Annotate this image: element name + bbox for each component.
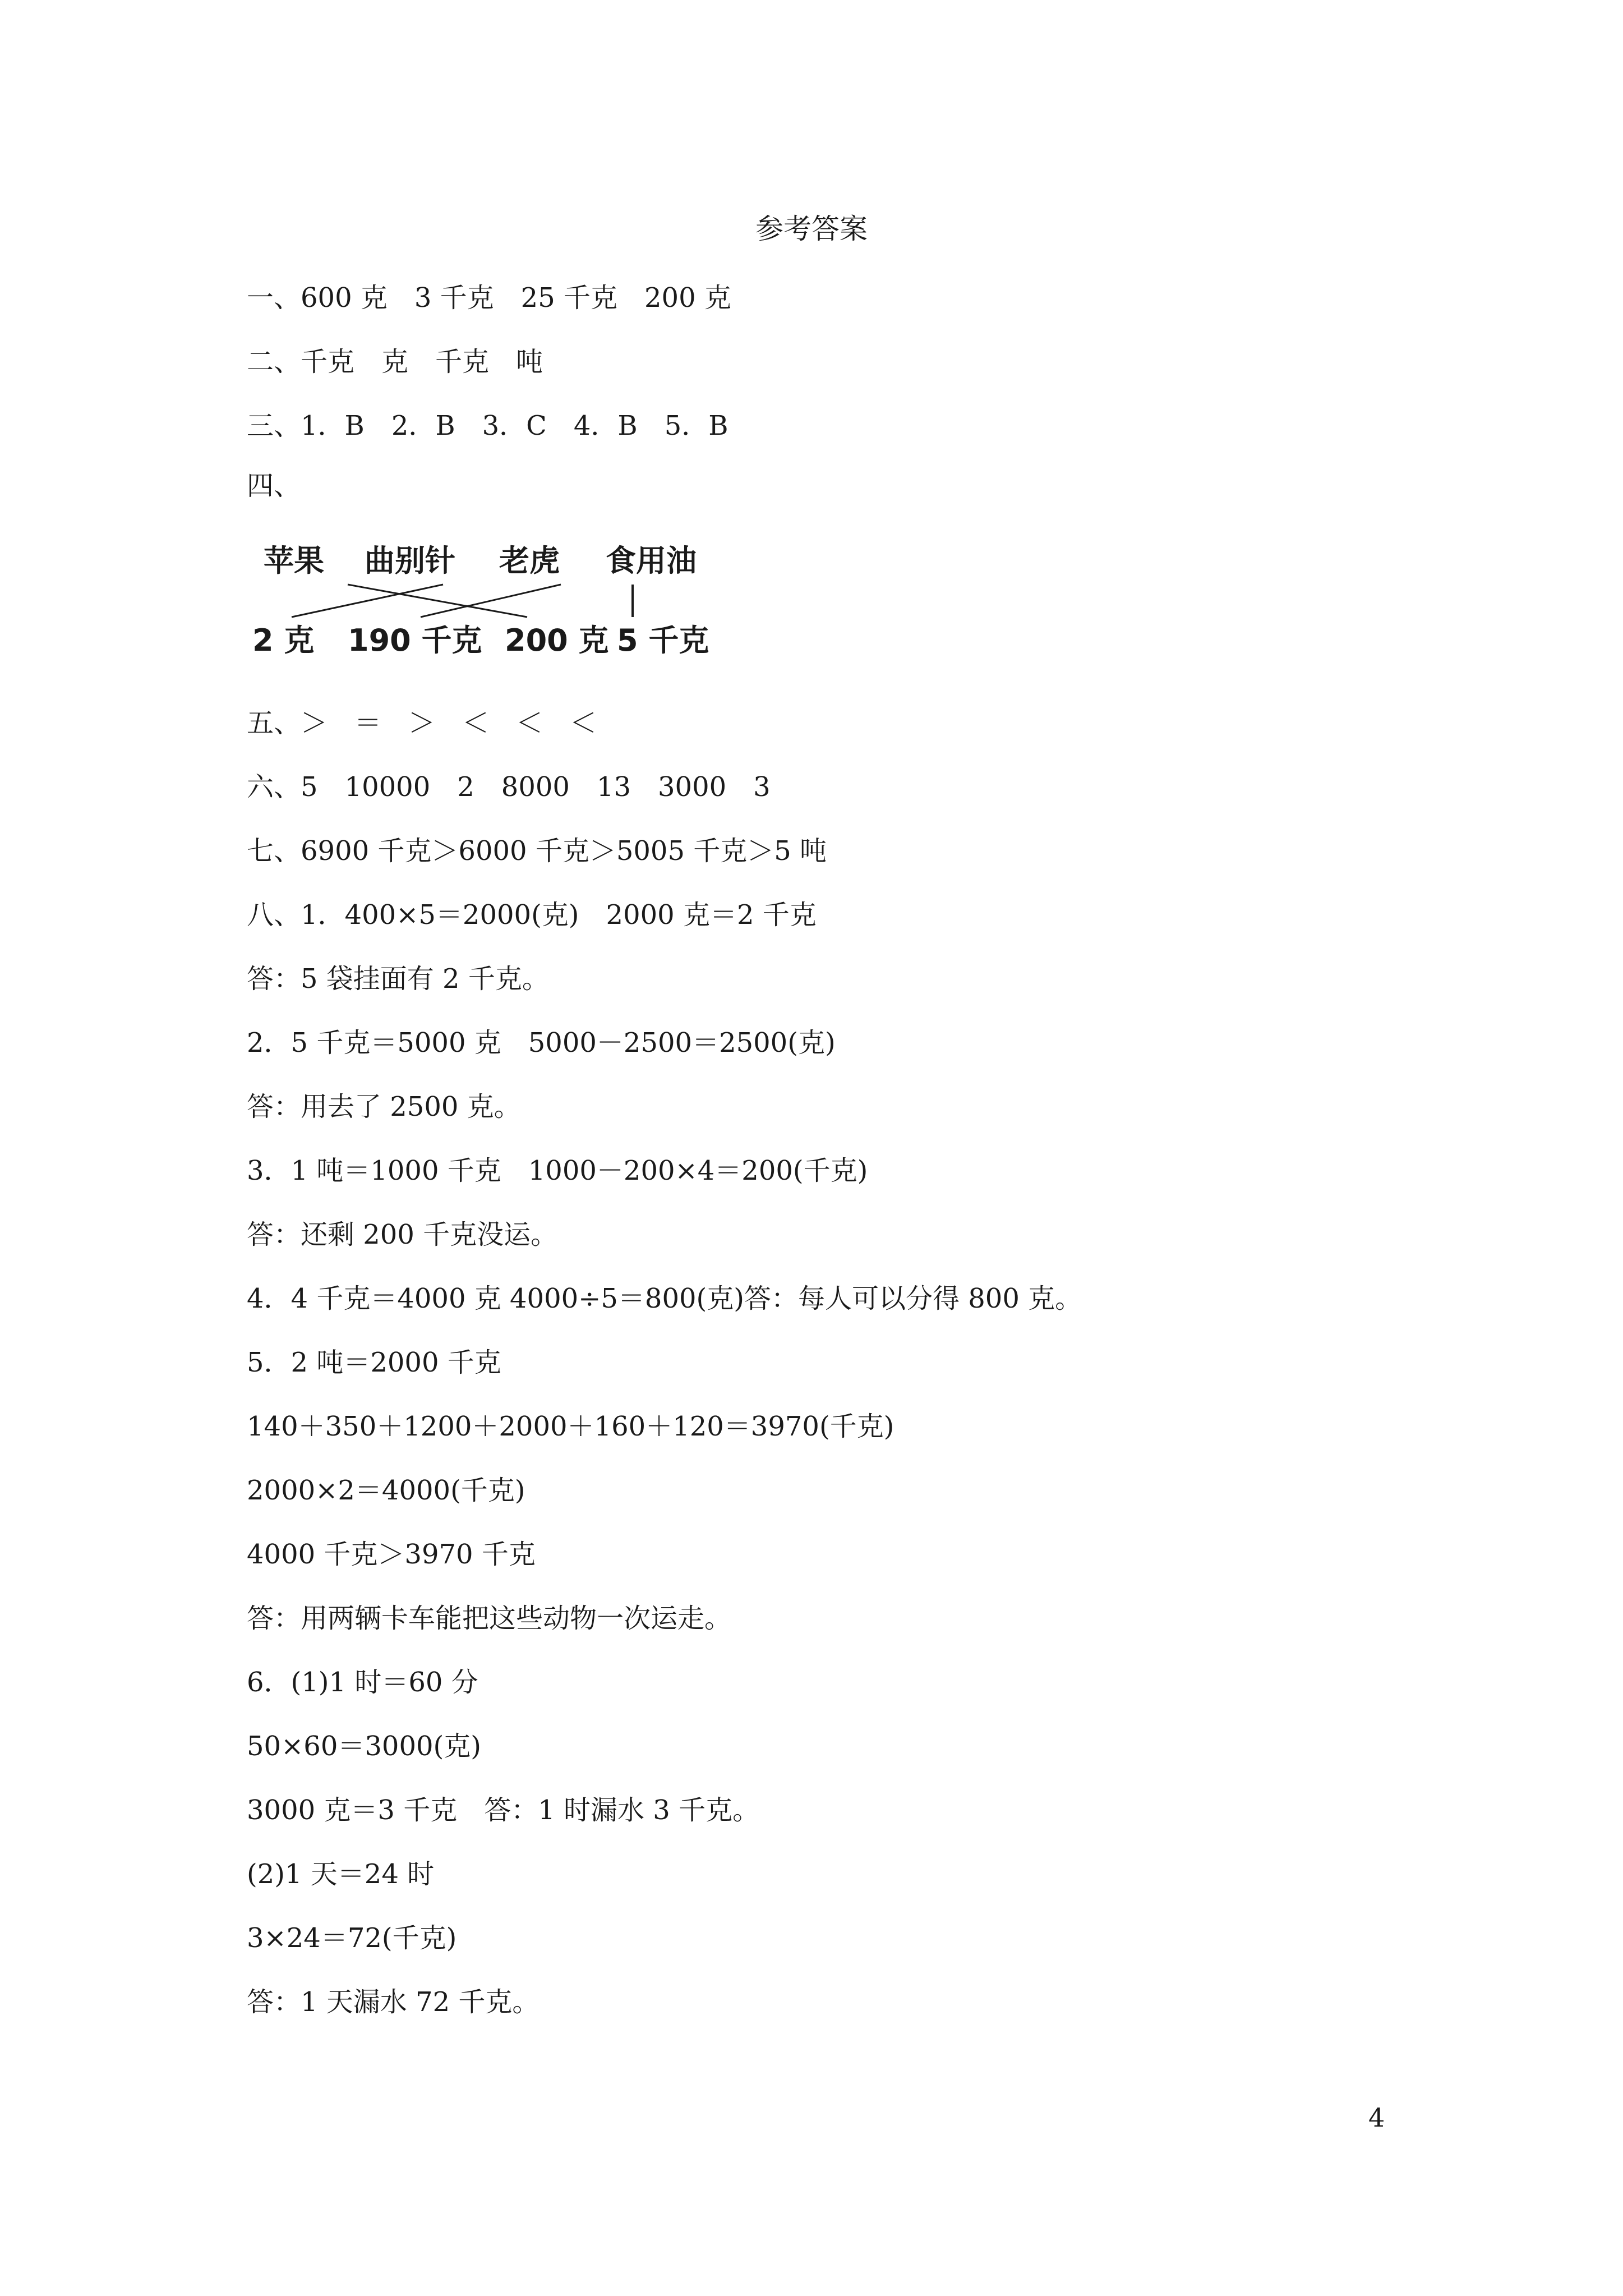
- answer-line-12: 3．1 吨＝1000 千克 1000－200×4＝200(千克): [247, 1155, 868, 1186]
- matching-bottom-200g: 200 克: [505, 623, 609, 658]
- answer-line-6: 六、5 10000 2 8000 13 3000 3: [247, 771, 771, 803]
- answer-line-2: 二、千克 克 千克 吨: [247, 346, 543, 378]
- answer-line-20: 6．(1)1 时＝60 分: [247, 1667, 478, 1698]
- page-number: 4: [1368, 2102, 1385, 2133]
- matching-top-tiger: 老虎: [499, 543, 560, 578]
- answer-line-7: 七、6900 千克＞6000 千克＞5005 千克＞5 吨: [247, 835, 827, 867]
- answer-line-19: 答：用两辆卡车能把这些动物一次运走。: [247, 1603, 732, 1634]
- matching-top-cooking-oil: 食用油: [606, 543, 697, 578]
- answer-line-22: 3000 克＝3 千克 答：1 时漏水 3 千克。: [247, 1795, 760, 1826]
- answer-line-3: 三、1．B 2．B 3．C 4．B 5．B: [247, 410, 728, 441]
- answer-line-15: 5．2 吨＝2000 千克: [247, 1347, 501, 1378]
- answer-line-13: 答：还剩 200 千克没运。: [247, 1219, 558, 1250]
- answer-line-1: 一、600 克 3 千克 25 千克 200 克: [247, 282, 731, 314]
- matching-top-paperclip: 曲别针: [365, 543, 455, 578]
- answer-line-4: 四、: [247, 470, 301, 501]
- answer-line-24: 3×24＝72(千克): [247, 1922, 457, 1954]
- answer-line-17: 2000×2＝4000(千克): [247, 1475, 525, 1506]
- match-line-paperclip: [348, 585, 527, 617]
- answer-line-23: (2)1 天＝24 时: [247, 1858, 435, 1890]
- answer-line-16: 140＋350＋1200＋2000＋160＋120＝3970(千克): [247, 1411, 895, 1442]
- matching-bottom-2g: 2 克: [252, 623, 315, 658]
- answer-line-11: 答：用去了 2500 克。: [247, 1091, 521, 1122]
- answer-line-9: 答：5 袋挂面有 2 千克。: [247, 963, 549, 995]
- matching-bottom-190kg: 190 千克: [348, 623, 482, 658]
- matching-bottom-5kg: 5 千克: [617, 623, 709, 658]
- answer-line-5: 五、＞ ＝ ＞ ＜ ＜ ＜: [247, 707, 597, 739]
- answer-line-10: 2．5 千克＝5000 克 5000－2500＝2500(克): [247, 1027, 836, 1059]
- match-line-apple: [292, 585, 443, 617]
- matching-top-apple: 苹果: [264, 543, 324, 578]
- answer-line-8: 八、1．400×5＝2000(克) 2000 克＝2 千克: [247, 899, 817, 931]
- answer-line-25: 答：1 天漏水 72 千克。: [247, 1986, 540, 2018]
- answer-line-14: 4．4 千克＝4000 克 4000÷5＝800(克)答：每人可以分得 800 克。: [247, 1283, 1082, 1314]
- matching-diagram: [247, 539, 729, 668]
- page-title: 参考答案: [755, 213, 868, 245]
- answer-line-18: 4000 千克＞3970 千克: [247, 1539, 536, 1570]
- answer-line-21: 50×60＝3000(克): [247, 1731, 481, 1762]
